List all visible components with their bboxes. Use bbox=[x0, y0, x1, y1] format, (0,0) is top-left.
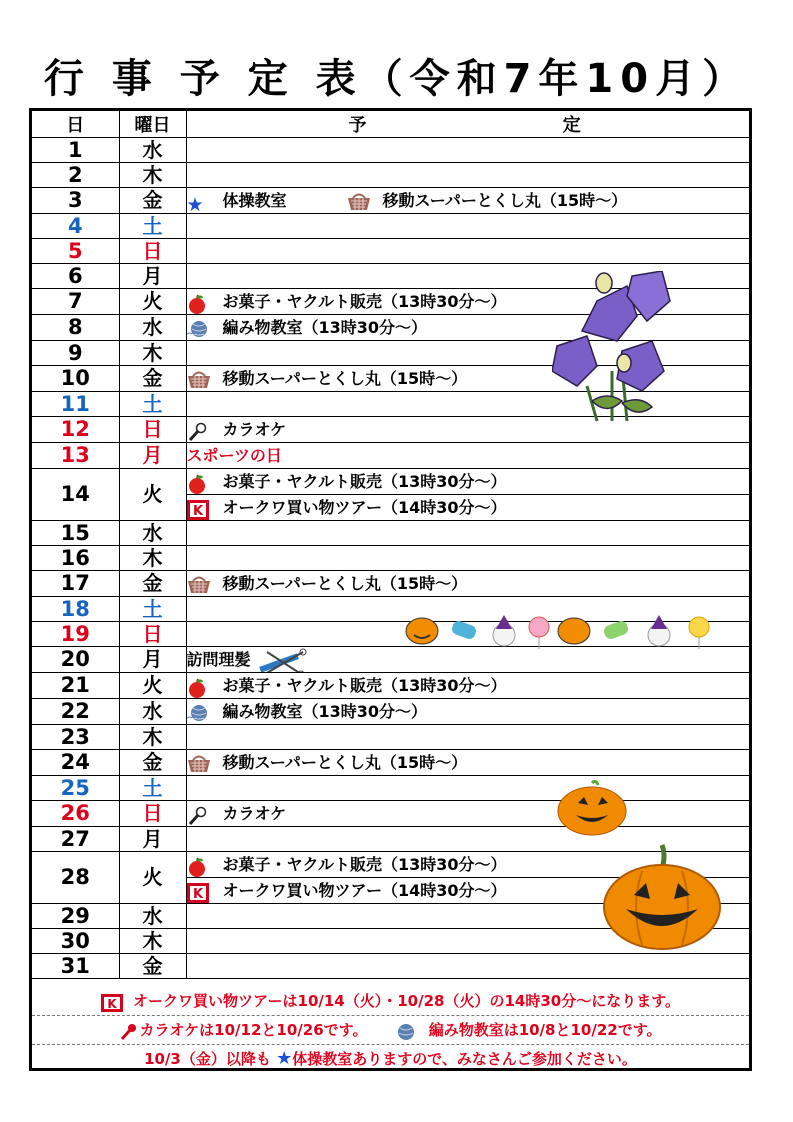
note-karaoke-text: カラオケは10/12と10/26です。 bbox=[139, 1021, 368, 1039]
event-cell bbox=[186, 214, 749, 239]
schedule-row bbox=[32, 801, 749, 827]
event-cell bbox=[186, 954, 749, 979]
apple-icon bbox=[187, 678, 209, 696]
event-item bbox=[187, 469, 750, 494]
basket-icon bbox=[347, 193, 369, 211]
bellflower-illustration bbox=[552, 271, 682, 431]
event-cell bbox=[186, 521, 749, 546]
event-text: 移動スーパーとくし丸（15時～） bbox=[222, 369, 468, 388]
weekday: 火 bbox=[119, 673, 186, 699]
page-title: 行 事 予 定 表（令和7年10月） bbox=[43, 56, 750, 102]
day-number: 20 bbox=[32, 647, 119, 673]
day-number: 11 bbox=[32, 392, 119, 417]
event-cell bbox=[186, 750, 749, 776]
header-plan bbox=[186, 111, 749, 138]
basket-icon bbox=[187, 755, 209, 773]
basket-icon bbox=[187, 371, 209, 389]
event-text: お菓子・ヤクルト販売（13時30分～） bbox=[222, 855, 507, 874]
day-number: 7 bbox=[32, 289, 119, 315]
star-icon: ★ bbox=[186, 193, 204, 214]
yarn-icon bbox=[187, 320, 209, 338]
schedule-row bbox=[32, 163, 749, 188]
event-item bbox=[187, 801, 750, 826]
weekday: 土 bbox=[119, 776, 186, 801]
day-number: 22 bbox=[32, 699, 119, 725]
weekday: 火 bbox=[119, 469, 186, 521]
event-text: 編み物教室（13時30分～） bbox=[222, 702, 428, 721]
note-gym bbox=[32, 1044, 749, 1073]
yarn-icon bbox=[187, 704, 209, 722]
schedule-row bbox=[32, 673, 749, 699]
scissors-comb-icon bbox=[255, 648, 311, 673]
day-number: 31 bbox=[32, 954, 119, 979]
event-text: お菓子・ヤクルト販売（13時30分～） bbox=[222, 292, 507, 311]
day-number: 21 bbox=[32, 673, 119, 699]
table-header bbox=[32, 111, 749, 138]
note-okuwa bbox=[32, 987, 749, 1015]
weekday: 木 bbox=[119, 725, 186, 750]
event-cell bbox=[186, 469, 749, 521]
header-plan-a: 予 bbox=[348, 115, 367, 136]
schedule-row bbox=[32, 138, 749, 163]
event-item bbox=[186, 494, 749, 520]
weekday: 月 bbox=[119, 443, 186, 469]
large-pumpkin-illustration bbox=[602, 839, 722, 951]
event-item bbox=[187, 571, 750, 596]
event-text: スポーツの日 bbox=[186, 446, 282, 465]
weekday: 金 bbox=[119, 366, 186, 392]
schedule-row bbox=[32, 214, 749, 239]
day-number: 14 bbox=[32, 469, 119, 521]
apple-icon bbox=[187, 294, 209, 312]
weekday: 水 bbox=[119, 904, 186, 929]
weekday: 金 bbox=[119, 571, 186, 597]
day-number: 15 bbox=[32, 521, 119, 546]
day-number: 24 bbox=[32, 750, 119, 776]
event-item bbox=[187, 443, 750, 468]
weekday: 木 bbox=[119, 163, 186, 188]
day-number: 10 bbox=[32, 366, 119, 392]
okuwa-logo-icon bbox=[101, 993, 123, 1011]
microphone-icon bbox=[119, 1022, 137, 1040]
schedule-row bbox=[32, 188, 749, 214]
day-number: 26 bbox=[32, 801, 119, 827]
okuwa-logo-icon bbox=[187, 883, 209, 901]
weekday: 日 bbox=[119, 417, 186, 443]
header-day: 日 bbox=[32, 111, 119, 138]
event-item bbox=[187, 750, 750, 775]
notes-section bbox=[32, 987, 749, 1073]
day-number: 25 bbox=[32, 776, 119, 801]
day-number: 28 bbox=[32, 852, 119, 904]
event-cell bbox=[186, 571, 749, 597]
weekday: 土 bbox=[119, 392, 186, 417]
event-cell bbox=[186, 239, 749, 264]
microphone-icon bbox=[187, 422, 209, 440]
okuwa-logo-icon bbox=[187, 500, 209, 518]
schedule-row bbox=[32, 469, 749, 521]
day-number: 9 bbox=[32, 341, 119, 366]
event-text: カラオケ bbox=[222, 420, 287, 439]
weekday: 水 bbox=[119, 138, 186, 163]
schedule-row bbox=[32, 571, 749, 597]
yarn-icon bbox=[395, 1022, 417, 1040]
day-number: 8 bbox=[32, 315, 119, 341]
weekday: 木 bbox=[119, 929, 186, 954]
event-cell bbox=[186, 776, 749, 801]
event-text: お菓子・ヤクルト販売（13時30分～） bbox=[222, 676, 507, 695]
event-cell bbox=[186, 699, 749, 725]
event-text: オークワ買い物ツアー（14時30分～） bbox=[222, 498, 507, 517]
weekday: 土 bbox=[119, 597, 186, 622]
event-text: 体操教室 bbox=[222, 191, 287, 210]
day-number: 23 bbox=[32, 725, 119, 750]
event-cell bbox=[186, 138, 749, 163]
weekday: 日 bbox=[119, 239, 186, 264]
schedule-row bbox=[32, 750, 749, 776]
weekday: 木 bbox=[119, 341, 186, 366]
day-number: 29 bbox=[32, 904, 119, 929]
event-item bbox=[187, 673, 750, 698]
event-cell bbox=[186, 188, 749, 214]
schedule-row bbox=[32, 239, 749, 264]
event-cell bbox=[186, 673, 749, 699]
small-pumpkin-illustration bbox=[556, 779, 628, 837]
event-text: 移動スーパーとくし丸（15時～） bbox=[382, 191, 628, 210]
weekday: 月 bbox=[119, 647, 186, 673]
event-cell bbox=[186, 801, 749, 827]
weekday: 月 bbox=[119, 264, 186, 289]
event-item bbox=[187, 699, 750, 724]
svg-text:K: K bbox=[192, 503, 203, 519]
note-gym-after: 体操教室ありますので、みなさんご参加ください。 bbox=[292, 1050, 637, 1068]
event-item bbox=[187, 188, 750, 213]
event-cell bbox=[186, 546, 749, 571]
schedule-row bbox=[32, 546, 749, 571]
schedule-row bbox=[32, 954, 749, 979]
weekday: 水 bbox=[119, 521, 186, 546]
basket-icon bbox=[187, 576, 209, 594]
weekday: 金 bbox=[119, 188, 186, 214]
header-weekday: 曜日 bbox=[119, 111, 186, 138]
star-icon: ★ bbox=[276, 1048, 293, 1069]
event-text: 移動スーパーとくし丸（15時～） bbox=[222, 574, 468, 593]
weekday: 木 bbox=[119, 546, 186, 571]
schedule-row bbox=[32, 776, 749, 801]
schedule-sheet bbox=[29, 108, 752, 1071]
event-cell bbox=[186, 443, 749, 469]
weekday: 土 bbox=[119, 214, 186, 239]
header-plan-b: 定 bbox=[562, 115, 581, 136]
event-text: オークワ買い物ツアー（14時30分～） bbox=[222, 881, 507, 900]
event-text: 訪問理髪 bbox=[186, 650, 251, 669]
day-number: 3 bbox=[32, 188, 119, 214]
event-text: 移動スーパーとくし丸（15時～） bbox=[222, 753, 468, 772]
weekday: 日 bbox=[119, 622, 186, 647]
schedule-row bbox=[32, 443, 749, 469]
weekday: 水 bbox=[119, 699, 186, 725]
note-knitting-text: 編み物教室は10/8と10/22です。 bbox=[428, 1021, 662, 1039]
day-number: 5 bbox=[32, 239, 119, 264]
weekday: 金 bbox=[119, 954, 186, 979]
day-number: 16 bbox=[32, 546, 119, 571]
day-number: 4 bbox=[32, 214, 119, 239]
weekday: 火 bbox=[119, 289, 186, 315]
note-karaoke-knitting bbox=[32, 1015, 749, 1044]
day-number: 12 bbox=[32, 417, 119, 443]
weekday: 金 bbox=[119, 750, 186, 776]
apple-icon bbox=[187, 857, 209, 875]
day-number: 17 bbox=[32, 571, 119, 597]
day-number: 2 bbox=[32, 163, 119, 188]
day-number: 27 bbox=[32, 827, 119, 852]
day-number: 6 bbox=[32, 264, 119, 289]
day-number: 1 bbox=[32, 138, 119, 163]
note-okuwa-text: オークワ買い物ツアーは10/14（火）・10/28（火）の14時30分～になります。 bbox=[132, 992, 681, 1010]
apple-icon bbox=[187, 474, 209, 492]
svg-text:K: K bbox=[107, 996, 117, 1011]
event-text: カラオケ bbox=[222, 804, 287, 823]
weekday: 月 bbox=[119, 827, 186, 852]
event-cell bbox=[186, 725, 749, 750]
event-text: お菓子・ヤクルト販売（13時30分～） bbox=[222, 472, 507, 491]
day-number: 30 bbox=[32, 929, 119, 954]
weekday: 火 bbox=[119, 852, 186, 904]
day-number: 18 bbox=[32, 597, 119, 622]
day-number: 19 bbox=[32, 622, 119, 647]
schedule-row bbox=[32, 521, 749, 546]
weekday: 日 bbox=[119, 801, 186, 827]
schedule-row bbox=[32, 725, 749, 750]
event-text: 編み物教室（13時30分～） bbox=[222, 318, 428, 337]
day-number: 13 bbox=[32, 443, 119, 469]
weekday: 水 bbox=[119, 315, 186, 341]
halloween-garland bbox=[404, 611, 724, 651]
event-cell bbox=[186, 163, 749, 188]
microphone-icon bbox=[187, 806, 209, 824]
svg-text:K: K bbox=[192, 886, 203, 902]
schedule-row bbox=[32, 699, 749, 725]
note-gym-before: 10/3（金）以降も bbox=[144, 1050, 271, 1068]
